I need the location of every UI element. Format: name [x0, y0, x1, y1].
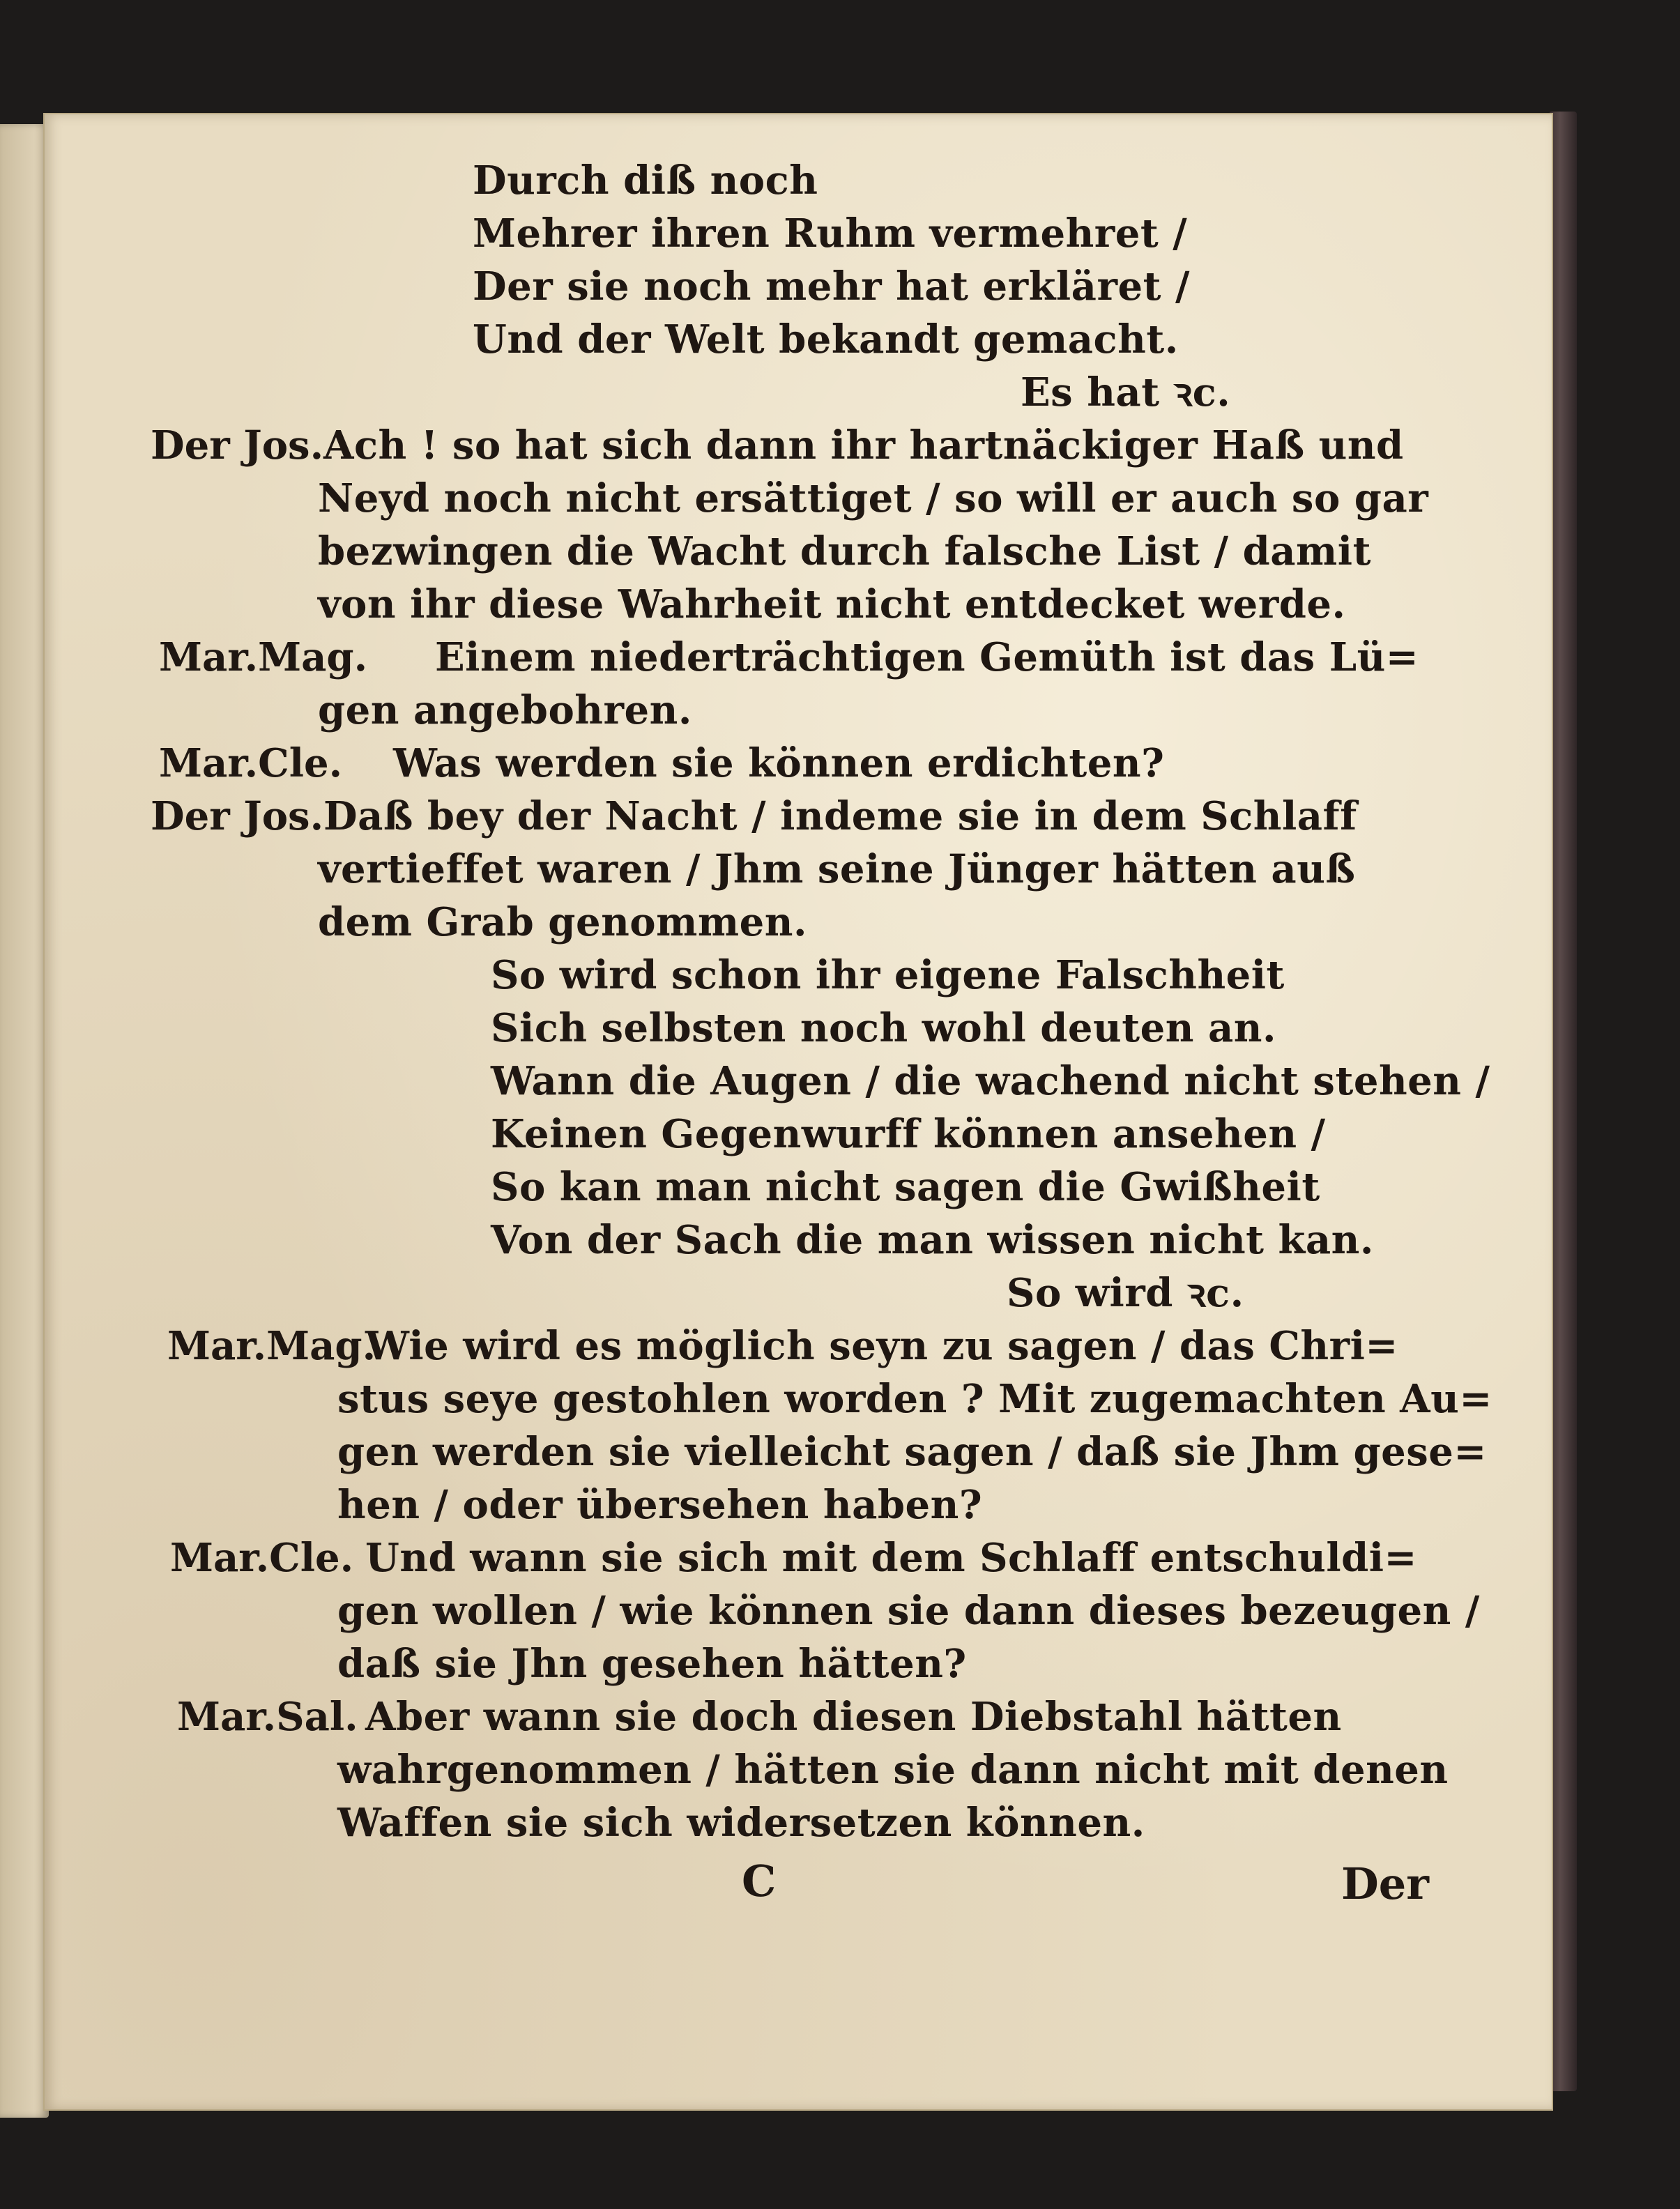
song1-line-1: Durch diß noch [473, 158, 818, 204]
left-page-edge [0, 124, 49, 2118]
speech5-line-2: stus seye gestohlen worden ? Mit zugemachten Au= [337, 1376, 1492, 1422]
speech6-line-1: Und wann sie sich mit dem Schlaff entschuldi= [365, 1535, 1417, 1581]
song1-line-2: Mehrer ihren Ruhm vermehret / [473, 211, 1188, 257]
song2-line-5: So kan man nicht sagen die Gwißheit [491, 1164, 1320, 1210]
speech5-line-4: hen / oder übersehen haben? [337, 1482, 983, 1528]
speaker-jos-1: Der Jos. [151, 422, 324, 468]
speech1-line-3: bezwingen die Wacht durch falsche List / damit [318, 528, 1371, 574]
speech2-line-1: Einem niederträchtigen Gemüth ist das Lü= [435, 634, 1419, 680]
speech7-line-2: wahrgenommen / hätten sie dann nicht mit denen [337, 1747, 1449, 1793]
page-text [45, 114, 1552, 2109]
speech7-line-1: Aber wann sie doch diesen Diebstahl hätten [365, 1694, 1342, 1740]
song2-line-1: So wird schon ihr eigene Falschheit [491, 952, 1285, 998]
song2-refrain: So wird ꝛc. [1007, 1270, 1244, 1316]
speech3-line-1: Was werden sie können erdichten? [393, 740, 1165, 786]
song1-line-3: Der sie noch mehr hat erkläret / [473, 263, 1190, 309]
song2-line-6: Von der Sach die man wissen nicht kan. [491, 1217, 1374, 1263]
signature-mark: C [742, 1856, 777, 1906]
speech5-line-3: gen werden sie vielleicht sagen / daß sie Jhm gese= [337, 1429, 1487, 1475]
book-cover-edge [1549, 112, 1577, 2091]
song2-line-4: Keinen Gegenwurff können ansehen / [491, 1111, 1326, 1157]
speech2-line-2: gen angebohren. [318, 687, 692, 733]
speaker-mag-2: Mar.Mag. [167, 1323, 376, 1369]
song1-refrain: Es hat ꝛc. [1021, 369, 1231, 415]
speech1-line-1: Ach ! so hat sich dann ihr hartnäckiger Haß und [323, 422, 1404, 468]
speaker-mag-1: Mar.Mag. [159, 634, 368, 680]
song2-line-3: Wann die Augen / die wachend nicht stehen / [491, 1058, 1490, 1104]
book-page [45, 114, 1552, 2109]
speech1-line-2: Neyd noch nicht ersättiget / so will er auch so gar [318, 475, 1429, 521]
speech1-line-4: von ihr diese Wahrheit nicht entdecket werde. [318, 581, 1346, 627]
speech4-line-3: dem Grab genommen. [318, 899, 807, 945]
speech4-line-2: vertieffet waren / Jhm seine Jünger hätten auß [318, 846, 1356, 892]
speaker-cle-1: Mar.Cle. [159, 740, 343, 786]
speaker-cle-2: Mar.Cle. [170, 1535, 354, 1581]
speech7-line-3: Waffen sie sich widersetzen können. [337, 1800, 1145, 1846]
speech6-line-2: gen wollen / wie können sie dann dieses bezeugen / [337, 1588, 1480, 1634]
speech5-line-1: Wie wird es möglich seyn zu sagen / das Chri= [365, 1323, 1398, 1369]
song1-line-4: Und der Welt bekandt gemacht. [473, 316, 1179, 362]
speaker-jos-2: Der Jos. [151, 793, 324, 839]
speech6-line-3: daß sie Jhn gesehen hätten? [337, 1641, 967, 1687]
song2-line-2: Sich selbsten noch wohl deuten an. [491, 1005, 1276, 1051]
speech4-line-1: Daß bey der Nacht / indeme sie in dem Schlaff [323, 793, 1357, 839]
catchword: Der [1341, 1858, 1429, 1909]
speaker-sal: Mar.Sal. [177, 1694, 358, 1740]
